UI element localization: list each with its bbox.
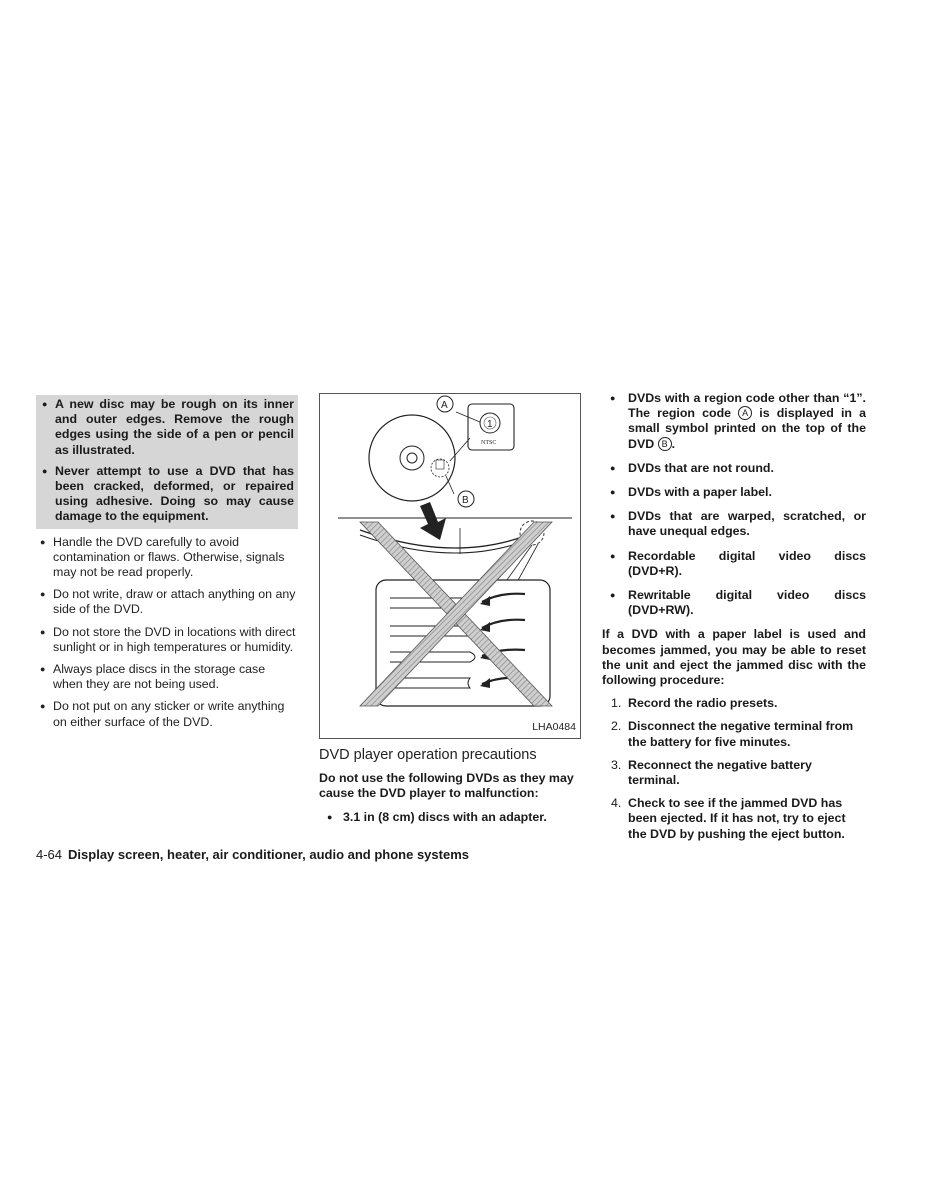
region-text-3: . — [671, 436, 676, 451]
figure-code: LHA0484 — [532, 720, 576, 733]
chapter-title: Display screen, heater, air conditioner, audio and phone systems — [68, 847, 469, 862]
region-text-2: is displayed in a small symbol printed on the top of the DVD — [628, 406, 866, 451]
step-item — [602, 758, 866, 788]
region-text-1: DVDs with a region code other than “1”. The region code — [628, 391, 866, 421]
list-item: ● Handle the DVD carefully to avoid contamination or flaws. Otherwise, signals may not be read properly. — [36, 535, 298, 581]
list-item: ● Do not put on any sticker or write anything on either surface of the DVD. — [36, 699, 298, 729]
list-item: ● 3.1 in (8 cm) discs with an adapter. — [319, 810, 581, 825]
step-text: Check to see if the jammed DVD has been ejected. If it has not, try to eject the DVD by pushing the eject button. — [628, 796, 846, 841]
svg-text:NTSC: NTSC — [481, 440, 497, 446]
middle-column — [319, 393, 581, 832]
warning-box — [36, 395, 298, 529]
list-item: ● DVDs that are warped, scratched, or have unequal edges. — [602, 509, 866, 539]
list-item: ● Recordable digital video discs (DVD+R). — [602, 549, 866, 579]
callout-a-symbol: A — [738, 406, 752, 420]
step-item — [602, 719, 866, 749]
list-item: ● Always place discs in the storage case when they are not being used. — [36, 662, 298, 692]
dvd-illustration-drawing — [320, 394, 582, 740]
section-title: DVD player operation precautions — [319, 747, 537, 763]
list-item: ● DVDs with a paper label. — [602, 485, 866, 500]
step-number: 2. — [611, 719, 622, 734]
intro-text: Do not use the following DVDs as they may cause the DVD player to malfunction: — [319, 771, 574, 801]
step-text: Reconnect the negative battery terminal. — [628, 757, 812, 788]
dvd-illustration — [319, 393, 581, 739]
paragraph: If a DVD with a paper label is used and becomes jammed, you may be able to reset the unit and eject the jammed disc with the following procedure: — [602, 627, 866, 688]
step-number: 4. — [611, 796, 622, 811]
page-footer — [36, 847, 469, 862]
callout-b-symbol: B — [658, 437, 672, 451]
list-item: ● DVDs that are not round. — [602, 461, 866, 476]
list-item: ● Do not store the DVD in locations with direct sunlight or in high temperatures or humidity. — [36, 625, 298, 655]
list-item-region-code — [602, 391, 866, 452]
warning-item: ● A new disc may be rough on its inner and outer edges. Remove the rough edges using the side of a pen or pencil as illustrated. — [38, 397, 294, 458]
left-column — [36, 395, 298, 737]
step-number: 3. — [611, 757, 622, 772]
callout-b-label: B — [462, 495, 469, 506]
step-number: 1. — [611, 696, 622, 711]
step-item — [602, 796, 866, 842]
callout-a-label: A — [441, 400, 448, 411]
svg-text:1: 1 — [487, 419, 493, 430]
list-item: ● Rewritable digital video discs (DVD+RW). — [602, 588, 866, 618]
step-text: Disconnect the negative terminal from the battery for five minutes. — [628, 719, 854, 749]
page-number: 4-64 — [36, 847, 63, 862]
step-text: Record the radio presets. — [628, 696, 778, 711]
list-item: ● Do not write, draw or attach anything on any side of the DVD. — [36, 587, 298, 617]
warning-item: ● Never attempt to use a DVD that has been cracked, deformed, or repaired using adhesive. Doing so may cause damage to the equipment. — [38, 464, 294, 525]
right-column — [602, 391, 866, 850]
step-item — [602, 696, 866, 711]
